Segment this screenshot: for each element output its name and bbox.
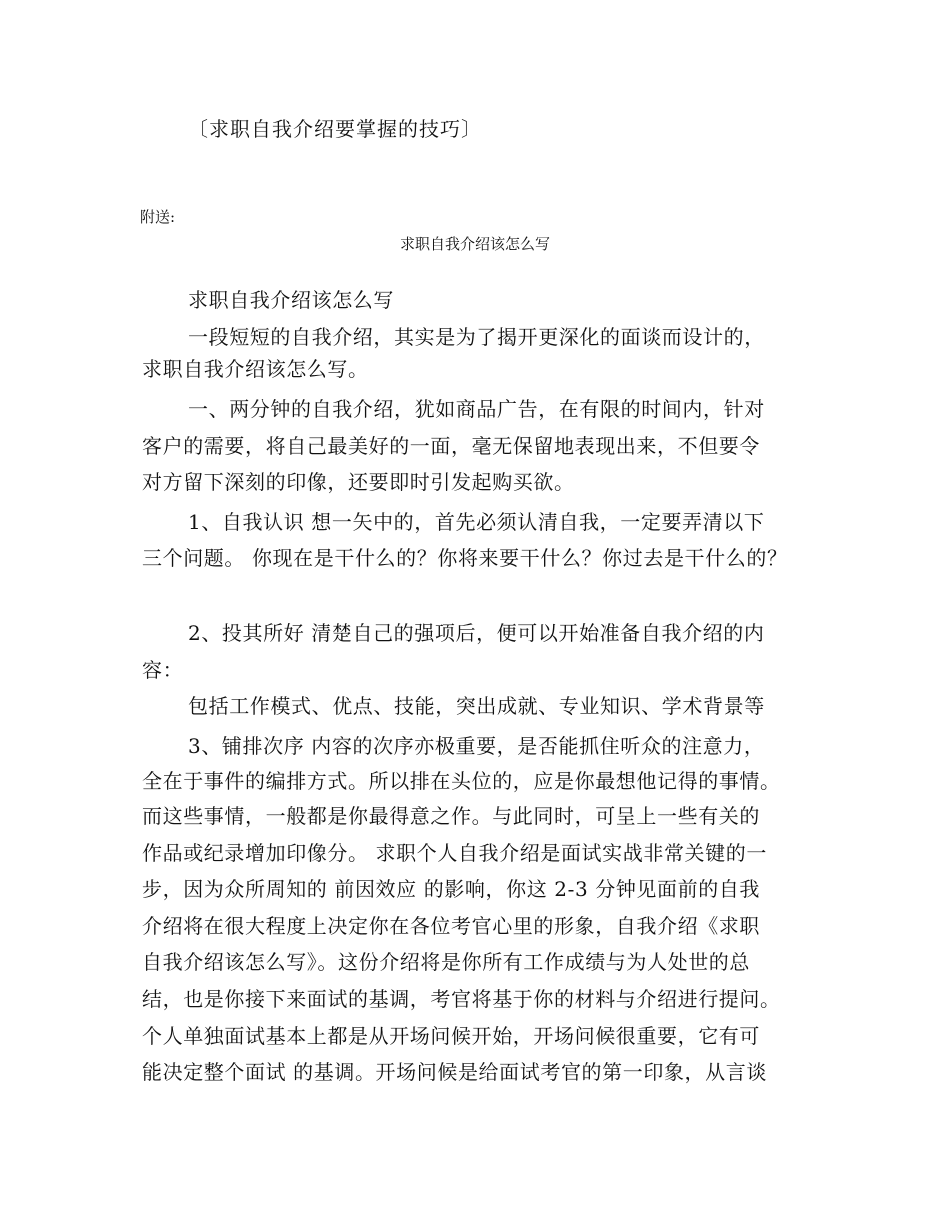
- body-line: 对方留下深刻的印像，还要即时引发起购买欲。: [142, 470, 575, 494]
- body-line: 2、投其所好 清楚自己的强项后，便可以开始准备自我介绍的内: [188, 621, 765, 645]
- body-line: 全在于事件的编排方式。所以排在头位的，应是你最想他记得的事情。: [142, 769, 781, 793]
- body-line: 客户的需要，将自己最美好的一面，毫无保留地表现出来，不但要令: [142, 434, 760, 458]
- body-line: 步，因为众所周知的 前因效应 的影响，你这 2-3 分钟见面前的自我: [142, 877, 761, 901]
- body-line: 包括工作模式、优点、技能，突出成就、专业知识、学术背景等: [188, 694, 765, 718]
- body-line: 而这些事情，一般都是你最得意之作。与此同时，可呈上一些有关的: [142, 804, 760, 828]
- body-line: 一、两分钟的自我介绍，犹如商品广告，在有限的时间内，针对: [188, 397, 765, 421]
- body-line: 结，也是你接下来面试的基调，考官将基于你的材料与介绍进行提问。: [142, 987, 781, 1011]
- body-line: 三个问题。 你现在是干什么的？你将来要干什么？你过去是干什么的？: [142, 546, 788, 570]
- body-line: 求职自我介绍该怎么写。: [142, 357, 369, 381]
- document-title: 〔求职自我介绍要掌握的技巧〕: [188, 117, 482, 141]
- body-line: 3、铺排次序 内容的次序亦极重要，是否能抓住听众的注意力，: [188, 734, 765, 758]
- body-line: 介绍将在很大程度上决定你在各位考官心里的形象，自我介绍《求职: [142, 914, 760, 938]
- body-line: 容：: [142, 658, 184, 682]
- body-line: 求职自我介绍该怎么写: [188, 288, 394, 312]
- appendix-label: 附送:: [140, 208, 176, 226]
- section-subtitle: 求职自我介绍该怎么写: [399, 235, 550, 253]
- body-line: 自我介绍该怎么写》。这份介绍将是你所有工作成绩与为人处世的总: [142, 950, 750, 974]
- body-line: 个人单独面试基本上都是从开场问候开始，开场问候很重要，它有可: [142, 1024, 760, 1048]
- body-line: 1、自我认识 想一矢中的，首先必须认清自我，一定要弄清以下: [188, 510, 765, 534]
- body-line: 一段短短的自我介绍，其实是为了揭开更深化的面谈而设计的，: [188, 325, 765, 349]
- body-line: 能决定整个面试 的基调。开场问候是给面试考官的第一印象，从言谈: [142, 1060, 767, 1084]
- body-line: 作品或纪录增加印像分。 求职个人自我介绍是面试实战非常关键的一: [142, 841, 767, 865]
